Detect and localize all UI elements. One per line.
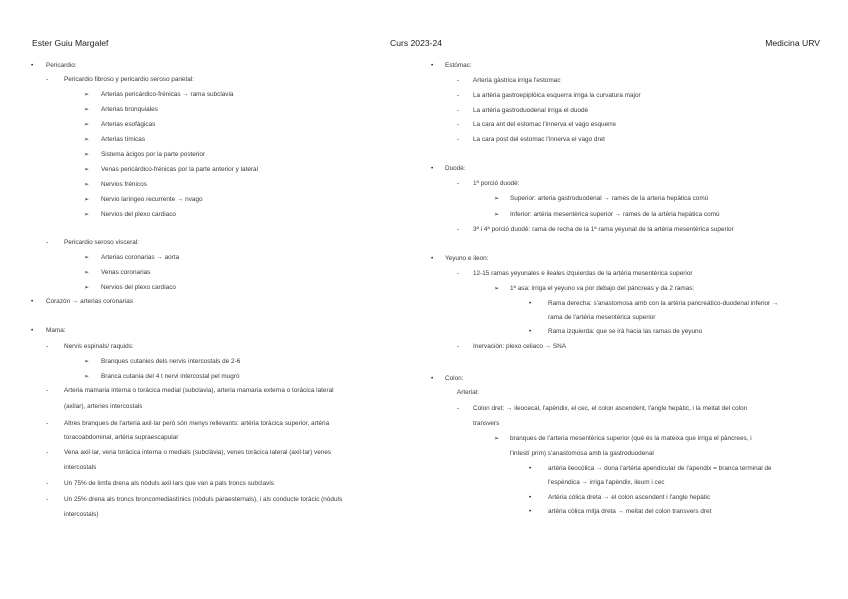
note-line: Arterias pericárdico-frénicas → rama subclavia [101,91,234,98]
note-line: Sistema ácigos por la parte posterior [101,151,206,158]
note-line: Branca cutania del 4 t nervi intercostal pel mugró [101,373,240,380]
note-line: Venas pericárdico-frénicas por la parte anterior y lateral [101,166,259,173]
note-line: Nervios del plexo cardiaco [101,211,176,218]
note-line: Arterias tímicas [101,136,146,143]
dash-bullet-icon [457,180,459,188]
note-line: Pericardio seroso visceral: [64,239,139,246]
note-line: 3ª i 4ª porció duodè: rama de recha de la 1ª rama yeyunal de la artéria mesentèrica superior [473,226,734,233]
note-line: Rama izquierda: que se irà hacia las ramas de yeyuno [548,328,703,335]
arrow-bullet-icon [84,196,89,204]
note-line: Inervación: plexo celiaco → SNA [473,343,567,350]
arrow-bullet-icon [494,285,499,293]
bullet-dot-icon [31,327,33,335]
arrow-bullet-icon [84,181,89,189]
dash-bullet-icon [46,239,48,247]
note-line: Arterias coronarias → aorta [101,254,180,261]
note-line: Estómac: [445,62,472,69]
program-name: Medicina URV [765,38,820,48]
note-line: Colon: [445,375,464,382]
dash-bullet-icon [46,343,48,351]
dash-bullet-icon [457,136,459,144]
note-line: 12-15 ramas yeyunales e ileales izquierdas de la artéria mesentèrica superior [473,270,693,277]
note-line: artéria ileocòlica → dona l'artéria apendicular de l'apendix = branca terminal de [548,465,772,472]
note-line: Arterial: [457,389,480,396]
arrow-bullet-icon [84,211,89,219]
note-line: Nervio laríngeo recurrente → nvago [101,196,203,203]
note-line: transvers [473,420,500,427]
note-line: artéria còlica mitja dreta → meitat del colon transvers dret [548,508,712,515]
dash-bullet-icon [46,76,48,84]
arrow-bullet-icon [84,358,89,366]
dash-bullet-icon [457,270,459,278]
note-line: Duodè: [445,165,466,172]
bullet-dot-icon [529,494,531,502]
arrow-bullet-icon [84,254,89,262]
right-column [424,0,824,599]
note-line: l'intestí prim) s'anastomosa amb la gastroduodenal [510,450,654,457]
note-line: Nervis espinals/ raquids: [64,343,134,350]
note-line: La cara post del estomac l'innerva el vago dret [473,136,605,143]
arrow-bullet-icon [84,91,89,99]
bullet-dot-icon [529,465,531,473]
bullet-dot-icon [529,300,531,308]
note-line: Un 75% de limfa drena als nòduls axil·lars que van a pals troncs subclavis [64,480,274,487]
bullet-dot-icon [431,62,433,70]
bullet-dot-icon [31,298,33,306]
note-line: Altres branques de l'arteria axil·lar però són menys rellevants: artéria toràcica superior, artéria [64,420,330,427]
note-line: rama de l'artéria mesentèrica superior [548,314,656,321]
note-line: toracoabdominal, artéria supraescapular [64,434,179,441]
note-line: branques de l'arteria mesentèrica superior (què és la mateixa que irriga el pàncrees, i [510,435,752,442]
note-line: Un 25% drena als troncs broncomediastínics (nòduls paraesternals), i als conducte toràcic (nòduls [64,496,343,503]
arrow-bullet-icon [494,195,499,203]
bullet-dot-icon [529,508,531,516]
author-name: Ester Guiu Margalef [32,38,109,48]
bullet-dot-icon [431,375,433,383]
note-line: l'espèndica → irriga l'apèndix, ileum i cec [548,479,665,486]
dash-bullet-icon [46,420,48,428]
note-line: La artéria gastroepiplóica esquerra irriga la curvatura major [473,92,641,99]
arrow-bullet-icon [84,284,89,292]
note-line: Pericardio fibroso y pericardio seroso parietal: [64,76,195,83]
bullet-dot-icon [431,165,433,173]
note-line: La cara ant del estomac l'innerva el vago esquerre [473,121,616,128]
arrow-bullet-icon [494,211,499,219]
dash-bullet-icon [46,480,48,488]
arrow-bullet-icon [84,106,89,114]
note-line: Corazón → arterias coronarias [46,298,134,305]
dash-bullet-icon [46,496,48,504]
note-line: Artéria còlica dreta → el colon ascendent i l'angle hepàtic [548,494,711,501]
note-line: La artéria gastroduodenal irriga el duodè [473,107,589,114]
note-line: Branques cutanies dels nervis intercostals de 2-6 [101,358,241,365]
dash-bullet-icon [457,405,459,413]
dash-bullet-icon [46,449,48,457]
note-line: Arterias esofágicas [101,121,156,128]
bullet-dot-icon [31,62,33,70]
left-column [0,0,380,599]
dash-bullet-icon [457,107,459,115]
note-line: intercostals [64,464,97,471]
note-line: Pericardio: [46,62,77,69]
arrow-bullet-icon [494,435,499,443]
note-line: Mama: [46,327,66,334]
dash-bullet-icon [457,343,459,351]
arrow-bullet-icon [84,136,89,144]
bullet-dot-icon [529,328,531,336]
arrow-bullet-icon [84,121,89,129]
note-line: 1ª asa: irriga el yeyuno va por debajo del páncreas y da 2 ramas: [510,285,695,292]
dash-bullet-icon [457,92,459,100]
note-line: Arteria gàstrica irriga l'estomac [473,77,561,84]
arrow-bullet-icon [84,166,89,174]
arrow-bullet-icon [84,151,89,159]
note-line: Nervios frénicos [101,181,147,188]
dash-bullet-icon [457,121,459,129]
note-line: Rama derecha: s'anastomosa amb con la artéria pancreático-duodenal inferior → [548,300,779,307]
note-line: (axilar), arteries intercostals [64,403,143,410]
note-line: Arteria mamaria interna o torácica medial (subclavia), arteria mamaria externa o torácica lateral [64,387,334,394]
bullet-dot-icon [431,255,433,263]
arrow-bullet-icon [84,373,89,381]
note-line: intercostals) [64,511,99,518]
note-line: Inferior: artéria mesentèrica superior → rames de la artéria hepàtica comú [510,211,720,218]
course-year: Curs 2023-24 [390,38,443,48]
note-line: Venas coronarias [101,269,151,276]
note-line: Superior: arteria gastroduodenal → rames de la arteria hepàtica comú [510,195,709,202]
note-line: Vena axil·lar, vena toràcica interna o medials (subclàvia), venes toràcica lateral (axil·lar) venes [64,449,332,456]
note-line: Yeyuno e ileon: [445,255,489,262]
arrow-bullet-icon [84,269,89,277]
note-line: Colon dret: → ileocecal, l'apèndix, el cec, el colon ascendent, l'angle hepàtic, i la meitat del colon [473,405,748,412]
note-line: Nervios del plexo cardiaco [101,284,176,291]
dash-bullet-icon [457,77,459,85]
dash-bullet-icon [46,387,48,395]
dash-bullet-icon [457,226,459,234]
note-line: Arterias bronquiales [101,106,158,113]
note-line: 1ª porció duodè: [473,180,520,187]
